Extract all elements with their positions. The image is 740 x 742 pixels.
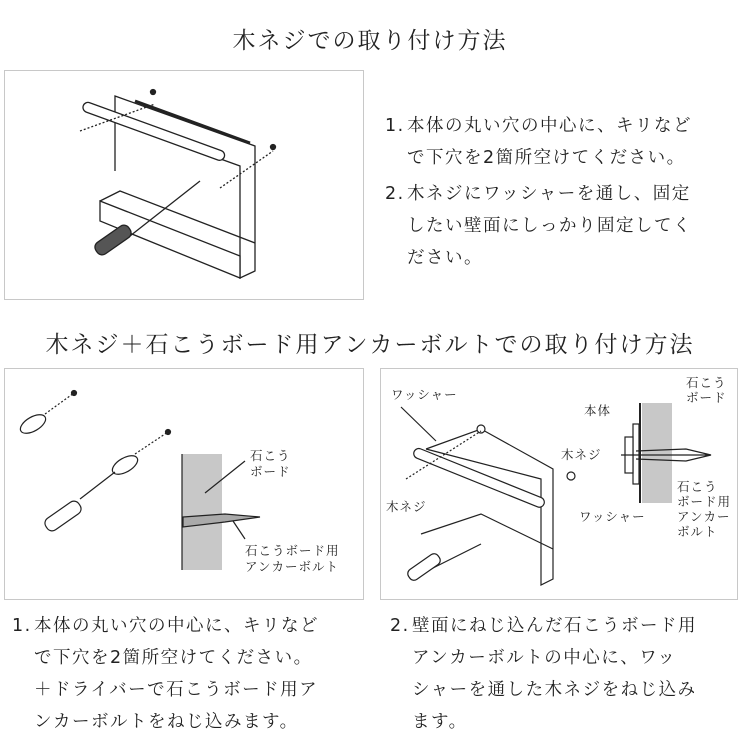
label-gypsum-board: ボード: [250, 464, 291, 479]
label-anchor-bolt: アンカー: [677, 509, 731, 524]
label-gypsum-board: 石こう: [250, 448, 291, 463]
step-text: 本体の丸い穴の中心に、キリなど: [407, 116, 692, 136]
wood-screw-illustration: [4, 70, 364, 300]
step-text: したい壁面にしっかり固定してく: [407, 216, 692, 236]
step-text: で下穴を2箇所空けてください。: [34, 648, 313, 668]
section2-title: 木ネジ＋石こうボード用アンカーボルトでの取り付け方法: [45, 332, 695, 358]
label-anchor-bolt: ボード用: [677, 494, 732, 509]
step-item: [385, 178, 735, 274]
section1-steps: [385, 110, 735, 278]
label-gypsum-board: ボード: [686, 390, 727, 405]
label-wood-screw: 木ネジ: [561, 447, 602, 462]
step-text: シャーを通した木ネジをねじ込み: [412, 680, 697, 700]
section1-title: 木ネジでの取り付け方法: [232, 28, 508, 54]
step-text: 木ネジにワッシャーを通し、固定: [407, 184, 691, 204]
section2-step1: [12, 610, 372, 742]
label-anchor-bolt: 石こうボード用: [245, 543, 340, 558]
section2-step2: [390, 610, 740, 742]
step-text: ます。: [412, 712, 468, 732]
anchor-illustration: [4, 368, 364, 600]
step-text: 本体の丸い穴の中心に、キリなど: [34, 616, 319, 636]
label-anchor-bolt: アンカーボルト: [245, 559, 340, 574]
step-item: [12, 610, 372, 738]
step-number: 1.: [385, 116, 405, 136]
anchor-mounting-illustration: [380, 368, 738, 600]
step-number: 1.: [12, 616, 32, 636]
label-gypsum-board: 石こう: [686, 375, 727, 390]
label-washer: ワッシャー: [391, 387, 458, 402]
step-text: アンカーボルトの中心に、ワッ: [412, 648, 677, 668]
step-item: [385, 110, 735, 174]
label-anchor-bolt: ボルト: [677, 524, 718, 539]
label-wood-screw: 木ネジ: [386, 499, 427, 514]
label-washer: ワッシャー: [579, 509, 646, 524]
step-text: ＋ドライバーで石こうボード用ア: [34, 680, 319, 700]
label-anchor-bolt: 石こう: [677, 479, 718, 494]
step-text: ださい。: [407, 248, 483, 268]
step-text: ンカーボルトをねじ込みます。: [34, 712, 299, 732]
step-text: で下穴を2箇所空けてください。: [407, 148, 686, 168]
step-item: [390, 610, 740, 738]
step-text: 壁面にねじ込んだ石こうボード用: [412, 616, 697, 636]
step-number: 2.: [385, 184, 405, 204]
label-body: 本体: [584, 403, 612, 418]
step-number: 2.: [390, 616, 410, 636]
